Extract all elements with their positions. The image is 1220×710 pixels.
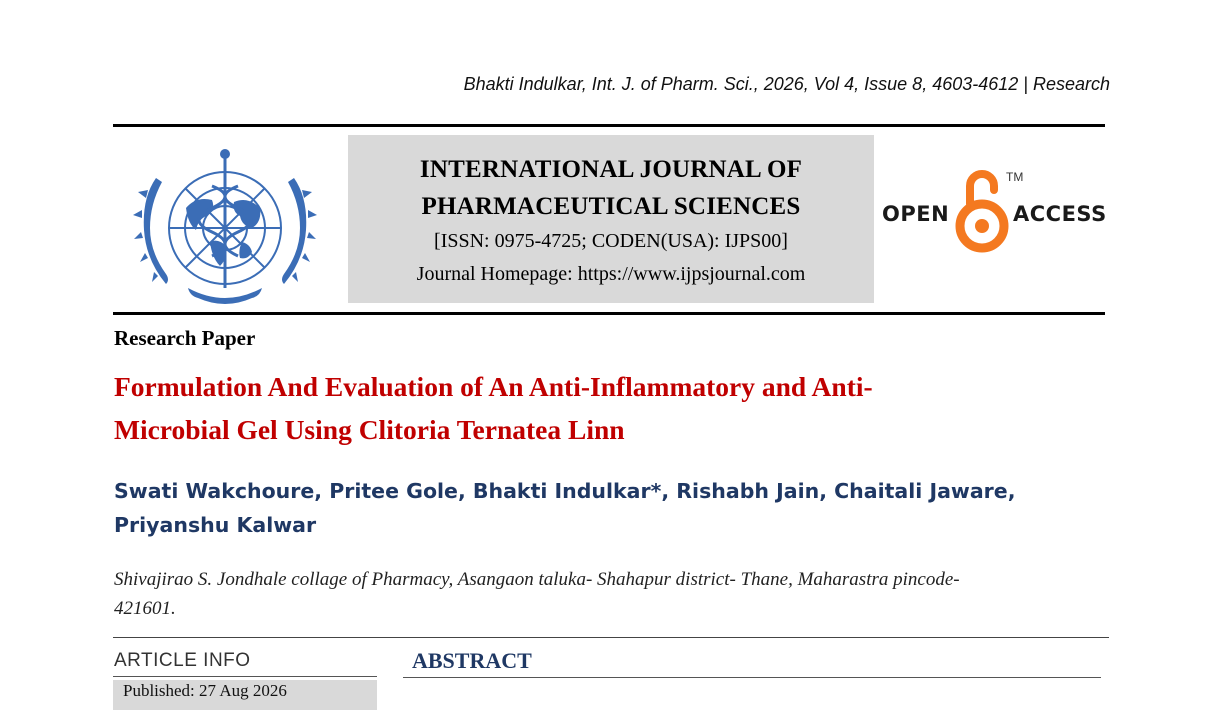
open-access-open-label: OPEN <box>882 202 950 226</box>
journal-issn: [ISSN: 0975-4725; CODEN(USA): IJPS00] <box>434 230 788 252</box>
paper-title <box>114 365 1074 451</box>
journal-title-line2: PHARMACEUTICAL SCIENCES <box>421 193 801 220</box>
affiliation-line1: Shivajirao S. Jondhale collage of Pharmacy, Asangaon taluka- Shahapur district- Thane, Maharastra pincode- <box>114 569 960 590</box>
article-info-box <box>113 680 377 710</box>
journal-homepage: Journal Homepage: https://www.ijpsjournal.com <box>416 263 806 285</box>
author-list-line2: Priyanshu Kalwar <box>114 513 317 537</box>
published-date: Published: 27 Aug 2026 <box>123 681 287 700</box>
author-list-line1: Swati Wakchoure, Pritee Gole, Bhakti Indulkar*, Rishabh Jain, Chaitali Jaware, <box>114 479 1016 503</box>
journal-masthead <box>348 135 874 303</box>
open-access-trademark: TM <box>1006 170 1024 184</box>
paper-title-line1: Formulation And Evaluation of An Anti-Inflammatory and Anti- <box>114 371 873 402</box>
open-access-lock-icon <box>954 166 1010 254</box>
open-access-badge <box>880 164 1110 256</box>
author-affiliation <box>114 565 1104 623</box>
masthead-bottom-rule <box>113 312 1105 315</box>
masthead-top-rule <box>113 124 1105 127</box>
running-head: Bhakti Indulkar, Int. J. of Pharm. Sci., 2026, Vol 4, Issue 8, 4603-4612 | Research <box>463 74 1110 94</box>
journal-title-line1: INTERNATIONAL JOURNAL OF <box>419 156 803 183</box>
open-access-access-label: ACCESS <box>1013 202 1107 226</box>
globe-caduceus-emblem-icon <box>126 138 324 306</box>
article-info-rule <box>113 676 377 677</box>
affiliation-line2: 421601. <box>114 598 176 619</box>
author-list <box>114 474 1094 542</box>
paper-title-line2: Microbial Gel Using Clitoria Ternatea Linn <box>114 414 625 445</box>
abstract-rule <box>403 677 1101 678</box>
abstract-heading: ABSTRACT <box>412 648 532 673</box>
article-info-heading: ARTICLE INFO <box>114 650 251 671</box>
section-divider <box>113 637 1109 638</box>
article-type-label: Research Paper <box>114 326 256 350</box>
